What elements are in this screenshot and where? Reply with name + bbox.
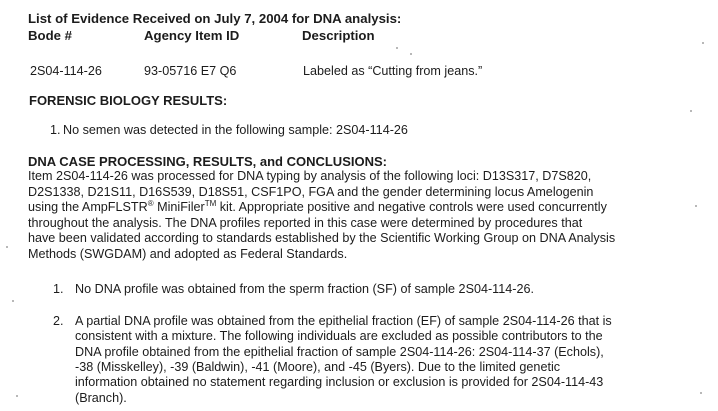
result-2-line: consistent with a mixture. The following individuals are excluded as possible contributors to the xyxy=(75,329,603,344)
evidence-row-bode: 2S04-114-26 xyxy=(30,64,102,78)
forensic-item-number: 1. xyxy=(50,123,61,137)
dna-intro-line: D2S1338, D21S11, D16S539, D18S51, CSF1PO, FGA and the gender determining locus Amelogenin xyxy=(28,184,594,199)
scan-speck xyxy=(410,53,412,55)
scan-speck xyxy=(16,395,18,397)
result-2-line: information obtained no statement regarding inclusion or exclusion is provided for 2S04-114-43 xyxy=(75,375,604,390)
result-2-line: A partial DNA profile was obtained from the epithelial fraction (EF) of sample 2S04-114-26 that is xyxy=(75,314,612,328)
scan-speck xyxy=(690,110,692,112)
dna-intro-line3-part-b: MiniFiler xyxy=(153,200,205,215)
result-2-line: (Branch). xyxy=(75,390,127,405)
evidence-row-agency-id: 93-05716 E7 Q6 xyxy=(144,64,237,78)
scan-speck xyxy=(702,42,704,44)
forensic-item-text: No semen was detected in the following sample: 2S04-114-26 xyxy=(63,123,408,137)
result-1-number: 1. xyxy=(53,282,64,296)
evidence-row-description: Labeled as “Cutting from jeans.” xyxy=(303,64,483,78)
result-1-text: No DNA profile was obtained from the sperm fraction (SF) of sample 2S04-114-26. xyxy=(75,282,534,296)
evidence-list-heading: List of Evidence Received on July 7, 2004 for DNA analysis: xyxy=(28,11,402,26)
scan-speck xyxy=(700,392,702,394)
dna-intro-line: Methods (SWGDAM) and adopted as Federal Standards. xyxy=(28,247,348,261)
column-header-agency-item-id: Agency Item ID xyxy=(144,28,240,43)
registered-mark: ® xyxy=(147,199,154,209)
result-2-number: 2. xyxy=(53,314,64,328)
scan-speck xyxy=(12,300,14,302)
dna-intro-line3-part-c: kit. Appropriate positive and negative controls were used concurrently xyxy=(216,200,607,215)
scan-speck xyxy=(396,47,398,49)
dna-intro-line: Item 2S04-114-26 was processed for DNA typing by analysis of the following loci: D13S317, D7S820, xyxy=(28,169,592,183)
trademark-mark: TM xyxy=(204,199,217,209)
result-2-line: DNA profile obtained from the epithelial fraction of sample 2S04-114-26: 2S04-114-37 (Echols), xyxy=(75,344,604,359)
dna-intro-line: have been validated according to standards established by the Scientific Working Group on DNA Analysis xyxy=(28,231,616,246)
scan-speck xyxy=(695,205,697,207)
dna-intro-line: throughout the analysis. The DNA profiles reported in this case were determined by procedures that xyxy=(28,215,583,230)
dna-intro-line3-part-a: using the AmpFLSTR xyxy=(28,200,148,215)
dna-intro-line xyxy=(28,200,607,216)
dna-case-heading: DNA CASE PROCESSING, RESULTS, and CONCLUSIONS: xyxy=(28,154,387,169)
scan-speck xyxy=(6,246,8,248)
column-header-bode: Bode # xyxy=(28,28,72,43)
result-2-line: -38 (Misskelley), -39 (Baldwin), -41 (Moore), and -45 (Byers). Due to the limited genetic xyxy=(75,359,561,374)
column-header-description: Description xyxy=(302,28,375,43)
forensic-biology-heading: FORENSIC BIOLOGY RESULTS: xyxy=(29,93,228,108)
